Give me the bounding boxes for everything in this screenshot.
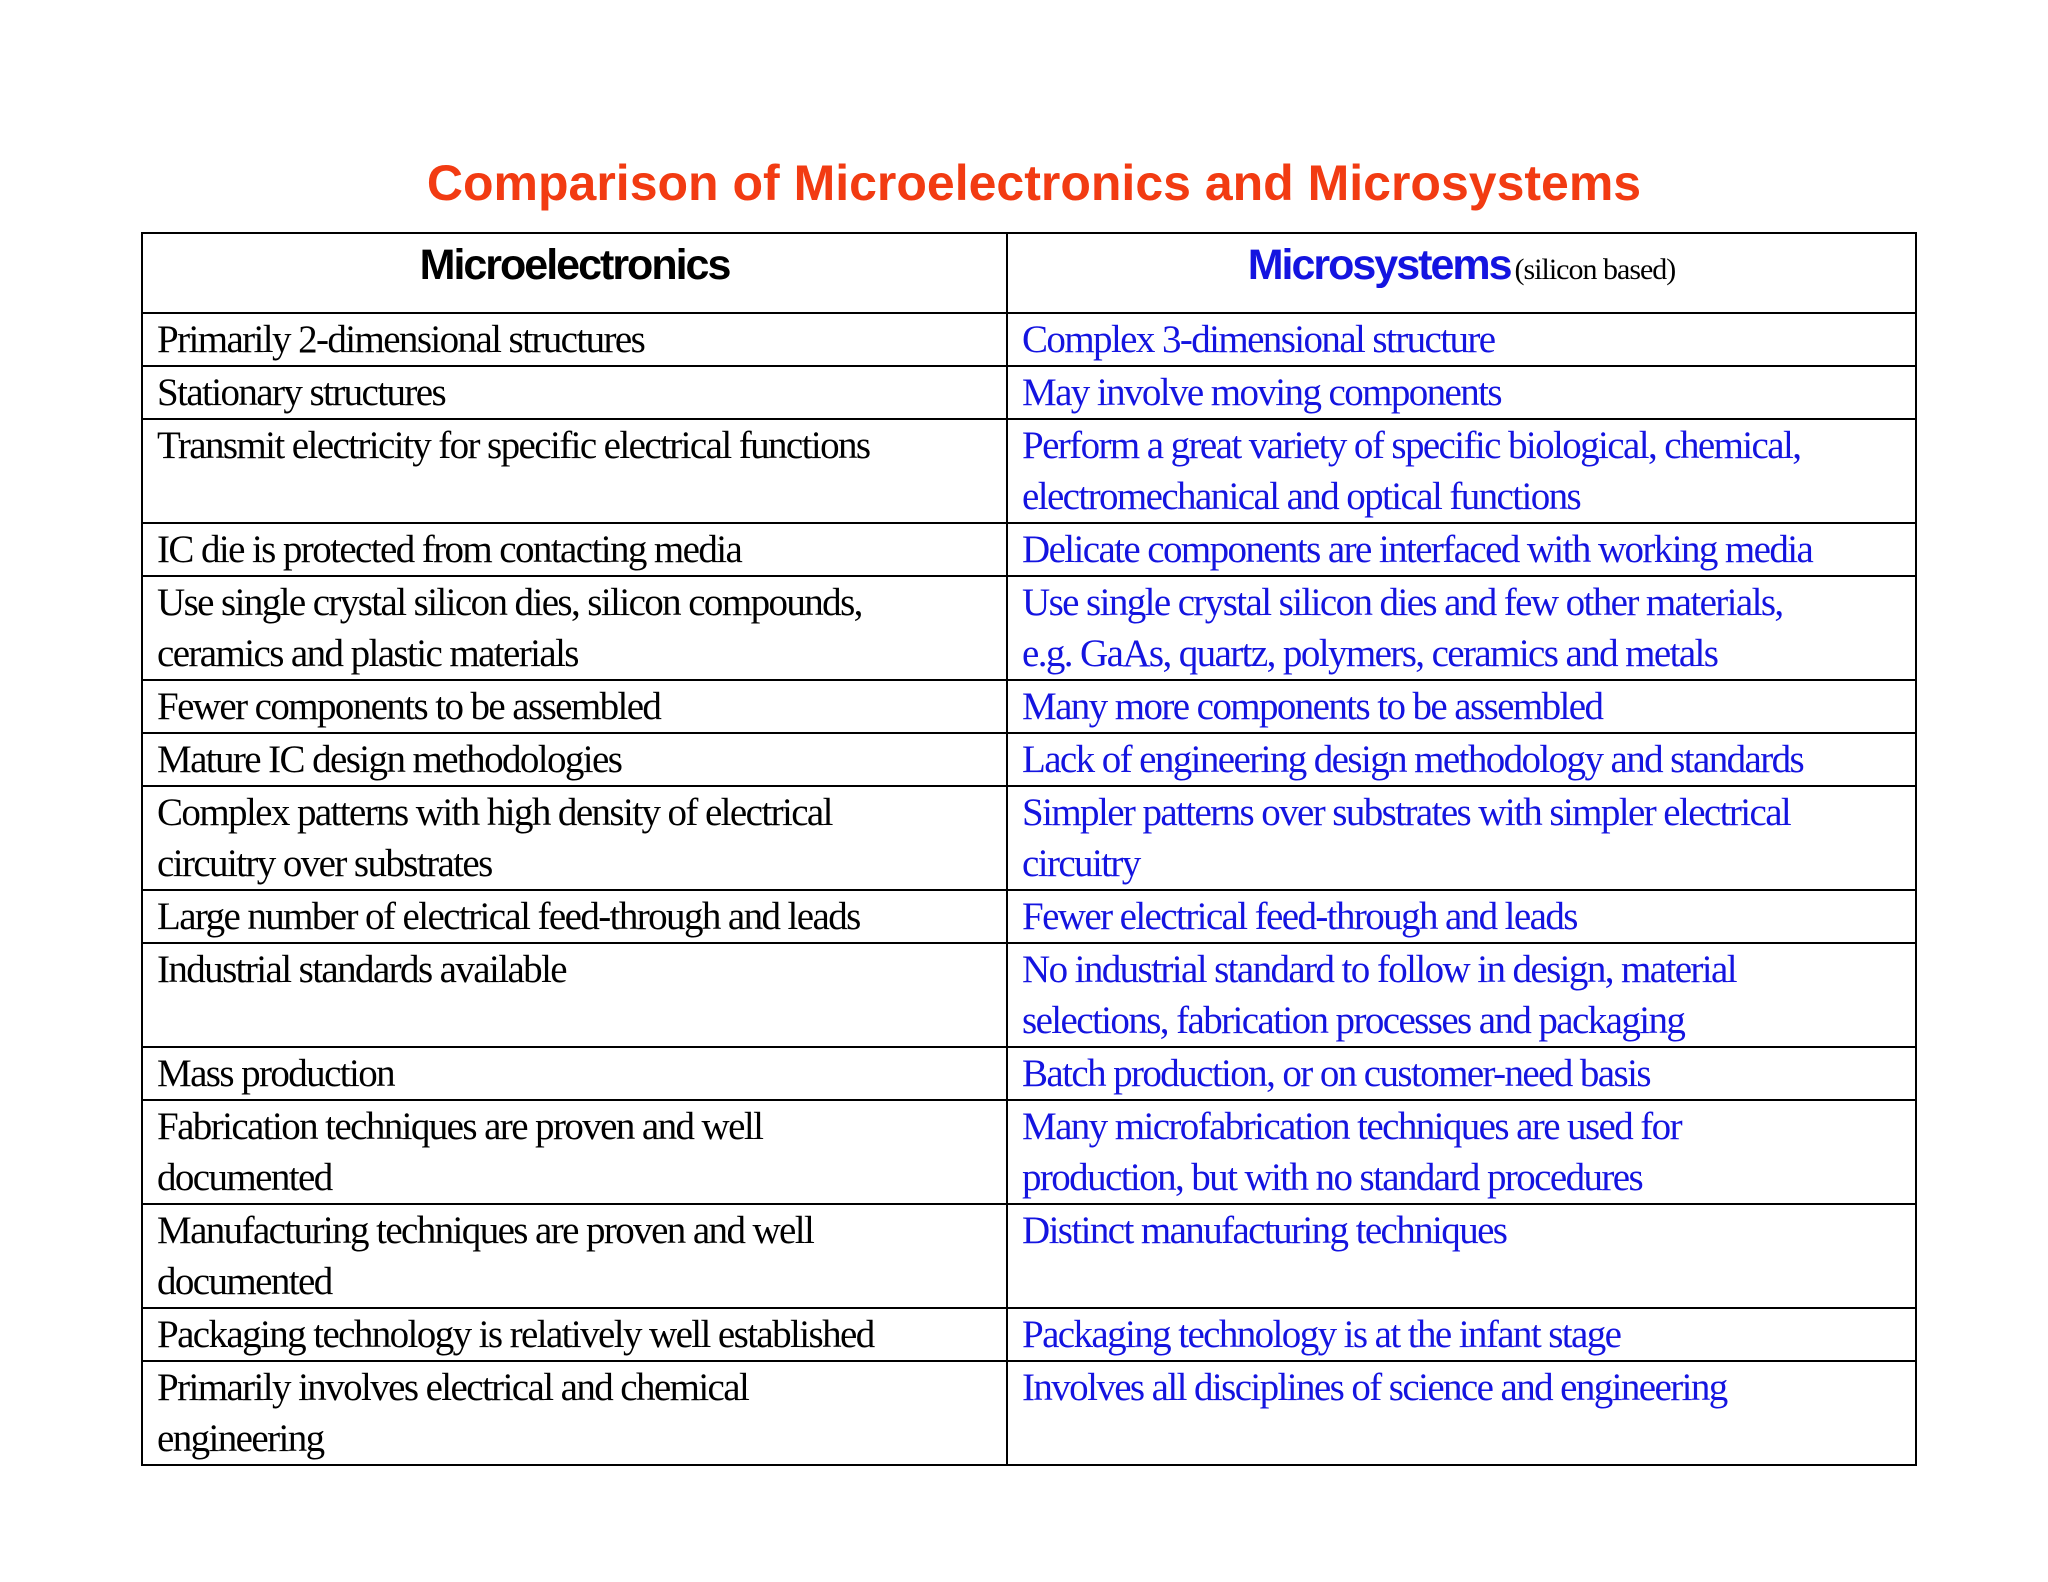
microelectronics-cell	[142, 1100, 1007, 1204]
cell-text-line: circuitry over substrates	[157, 842, 492, 885]
page-title: Comparison of Microelectronics and Microsystems	[426, 155, 1642, 211]
microelectronics-cell	[142, 1204, 1007, 1308]
cell-text-line: Primarily involves electrical and chemical	[157, 1366, 749, 1409]
microsystems-cell	[1007, 1100, 1916, 1204]
microsystems-cell	[1007, 1308, 1916, 1361]
microsystems-cell	[1007, 680, 1916, 733]
cell-text-line: Packaging technology is at the infant stage	[1022, 1313, 1621, 1356]
cell-text-line: Fabrication techniques are proven and well	[157, 1105, 763, 1148]
microsystems-cell	[1007, 1361, 1916, 1465]
table-row	[142, 1047, 1916, 1100]
cell-text-line: Simpler patterns over substrates with simpler electrical	[1022, 791, 1791, 834]
microelectronics-cell	[142, 943, 1007, 1047]
table-row	[142, 943, 1916, 1047]
table-row	[142, 1100, 1916, 1204]
table-body	[142, 313, 1916, 1465]
cell-text-line: Fewer electrical feed-through and leads	[1022, 895, 1577, 938]
cell-text-line: Perform a great variety of specific biological, chemical,	[1022, 424, 1801, 467]
microsystems-cell	[1007, 313, 1916, 366]
cell-text-line: Complex patterns with high density of electrical	[157, 791, 832, 834]
column-header-label: Microelectronics	[419, 241, 730, 289]
cell-text-line: Distinct manufacturing techniques	[1022, 1209, 1507, 1252]
column-header-label: Microsystems	[1247, 241, 1511, 289]
table-row	[142, 733, 1916, 786]
microsystems-cell	[1007, 890, 1916, 943]
cell-text-line: Industrial standards available	[157, 948, 567, 991]
cell-text-line: Transmit electricity for specific electrical functions	[157, 424, 870, 467]
microelectronics-cell	[142, 1047, 1007, 1100]
table-header-row	[142, 233, 1916, 313]
cell-text-line: documented	[157, 1156, 332, 1199]
microsystems-cell	[1007, 576, 1916, 680]
cell-text-line: Primarily 2-dimensional structures	[157, 318, 645, 361]
table-row	[142, 523, 1916, 576]
cell-text-line: Manufacturing techniques are proven and well	[157, 1209, 814, 1252]
cell-text-line: Batch production, or on customer-need basis	[1022, 1052, 1650, 1095]
column-header-microsystems	[1007, 233, 1916, 313]
cell-text-line: ceramics and plastic materials	[157, 632, 578, 675]
cell-text-line: Use single crystal silicon dies, silicon compounds,	[157, 581, 862, 624]
table-row	[142, 680, 1916, 733]
table-row	[142, 786, 1916, 890]
microelectronics-cell	[142, 1308, 1007, 1361]
comparison-table	[141, 232, 1917, 1466]
cell-text-line: circuitry	[1022, 842, 1140, 885]
microsystems-cell	[1007, 523, 1916, 576]
table-row	[142, 1204, 1916, 1308]
microsystems-cell	[1007, 943, 1916, 1047]
microelectronics-cell	[142, 366, 1007, 419]
microelectronics-cell	[142, 419, 1007, 523]
microsystems-cell	[1007, 419, 1916, 523]
microsystems-cell	[1007, 366, 1916, 419]
microelectronics-cell	[142, 733, 1007, 786]
cell-text-line: Lack of engineering design methodology and standards	[1022, 738, 1804, 781]
microsystems-cell	[1007, 733, 1916, 786]
microelectronics-cell	[142, 680, 1007, 733]
table-row	[142, 366, 1916, 419]
table-row	[142, 1361, 1916, 1465]
table-row	[142, 890, 1916, 943]
table-row	[142, 313, 1916, 366]
microsystems-cell	[1007, 1047, 1916, 1100]
cell-text-line: Mature IC design methodologies	[157, 738, 622, 781]
cell-text-line: selections, fabrication processes and packaging	[1022, 999, 1685, 1042]
microelectronics-cell	[142, 890, 1007, 943]
cell-text-line: Delicate components are interfaced with working media	[1022, 528, 1813, 571]
cell-text-line: Fewer components to be assembled	[157, 685, 661, 728]
cell-text-line: Involves all disciplines of science and engineering	[1022, 1366, 1727, 1409]
cell-text-line: Stationary structures	[157, 371, 446, 414]
cell-text-line: Many microfabrication techniques are used for	[1022, 1105, 1681, 1148]
column-header-note: (silicon based)	[1514, 253, 1676, 286]
microelectronics-cell	[142, 313, 1007, 366]
cell-text-line: May involve moving components	[1022, 371, 1501, 414]
table-row	[142, 419, 1916, 523]
microelectronics-cell	[142, 786, 1007, 890]
cell-text-line: Large number of electrical feed-through and leads	[157, 895, 860, 938]
column-header-microelectronics	[142, 233, 1007, 313]
cell-text-line: engineering	[157, 1417, 324, 1460]
cell-text-line: Complex 3-dimensional structure	[1022, 318, 1495, 361]
table-row	[142, 1308, 1916, 1361]
cell-text-line: No industrial standard to follow in design, material	[1022, 948, 1736, 991]
microelectronics-cell	[142, 1361, 1007, 1465]
cell-text-line: Mass production	[157, 1052, 395, 1095]
cell-text-line: Use single crystal silicon dies and few other materials,	[1022, 581, 1783, 624]
cell-text-line: production, but with no standard procedures	[1022, 1156, 1643, 1199]
microelectronics-cell	[142, 523, 1007, 576]
cell-text-line: documented	[157, 1260, 332, 1303]
cell-text-line: electromechanical and optical functions	[1022, 475, 1581, 518]
cell-text-line: Many more components to be assembled	[1022, 685, 1603, 728]
cell-text-line: IC die is protected from contacting media	[157, 528, 742, 571]
cell-text-line: e.g. GaAs, quartz, polymers, ceramics and metals	[1022, 632, 1718, 675]
cell-text-line: Packaging technology is relatively well established	[157, 1313, 874, 1356]
microelectronics-cell	[142, 576, 1007, 680]
microsystems-cell	[1007, 786, 1916, 890]
microsystems-cell	[1007, 1204, 1916, 1308]
table-row	[142, 576, 1916, 680]
